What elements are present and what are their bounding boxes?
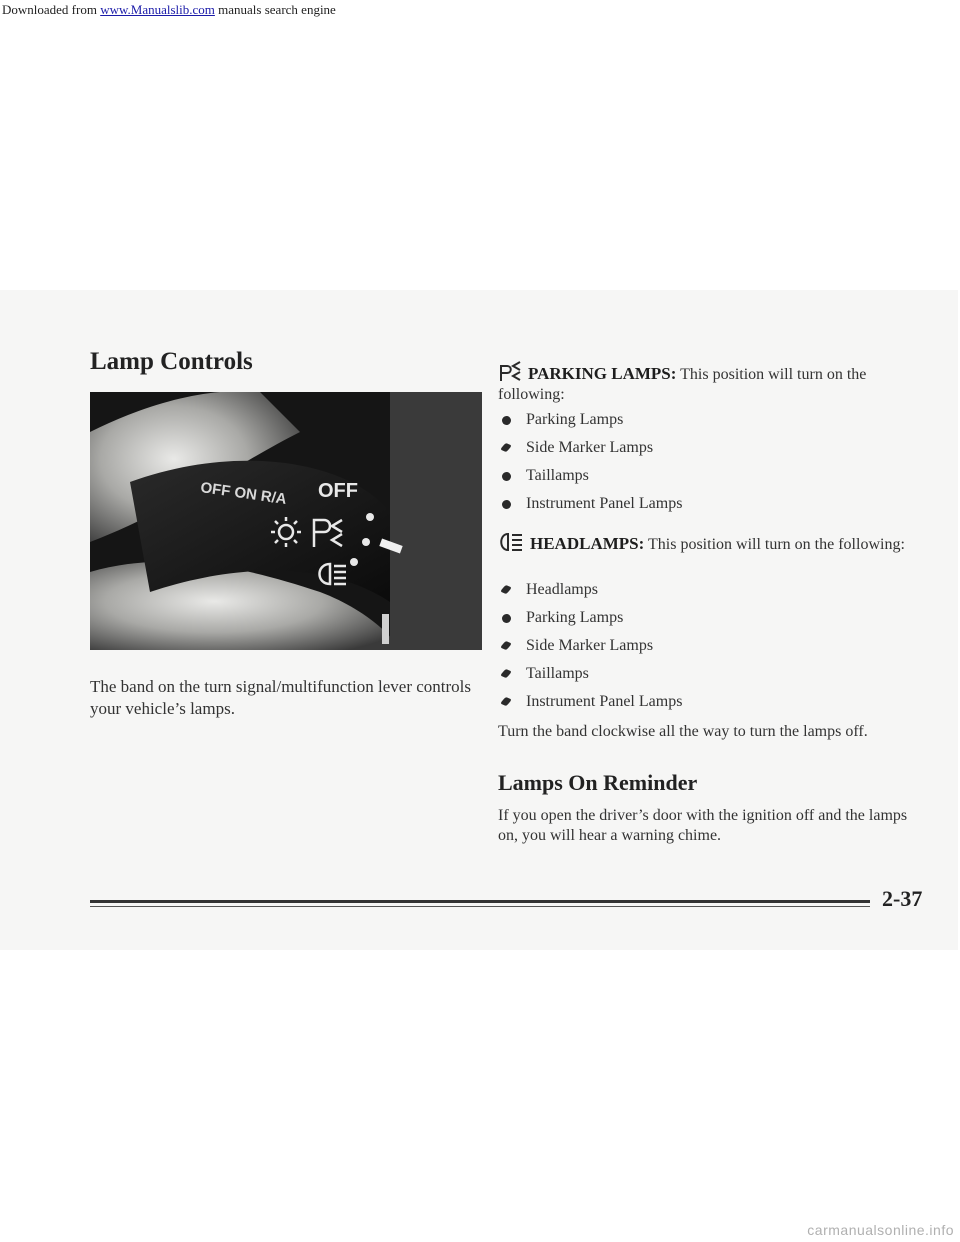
banner-prefix: Downloaded from — [2, 2, 97, 17]
parking-lamp-icon — [498, 360, 522, 382]
lever-photo — [90, 392, 482, 650]
headlamps-text: This position will turn on the following: — [648, 536, 905, 553]
off-label: OFF — [318, 480, 358, 502]
bullet-icon — [500, 641, 512, 650]
list-item-text: Taillamps — [526, 665, 589, 682]
banner-suffix: manuals search engine — [218, 2, 336, 17]
list-item — [498, 632, 682, 660]
list-item-text: Parking Lamps — [526, 411, 624, 428]
list-item — [498, 604, 682, 632]
bullet-icon — [500, 669, 512, 678]
indicator-dot-1 — [366, 513, 374, 521]
headlamps-label: HEADLAMPS: — [530, 534, 645, 553]
parking-lamps-list — [498, 406, 682, 518]
bullet-icon — [502, 614, 511, 623]
list-item — [498, 660, 682, 688]
page-number: 2-37 — [882, 886, 923, 911]
list-item-text: Side Marker Lamps — [526, 637, 654, 654]
footer-rule-thick — [90, 900, 870, 903]
list-item — [498, 576, 682, 604]
band-text: OFF ON R/A — [199, 479, 288, 509]
list-item-text: Taillamps — [526, 467, 589, 484]
list-item-text: Instrument Panel Lamps — [526, 495, 683, 512]
watermark: carmanualsonline.info — [807, 1222, 954, 1238]
reminder-paragraph: If you open the driver’s door with the ignition off and the lamps on, you will hear a warning chime. — [498, 807, 908, 844]
parking-lamps-paragraph — [498, 360, 918, 405]
manualslib-link[interactable]: www.Manualslib.com — [100, 2, 215, 17]
headlamps-list — [498, 576, 682, 716]
bullet-icon — [502, 472, 511, 481]
list-item — [498, 406, 682, 434]
download-banner — [0, 0, 960, 20]
list-item-text: Headlamps — [526, 581, 598, 598]
list-item — [498, 688, 682, 716]
lamp-controls-caption: The band on the turn signal/multifunction lever controls your vehicle’s lamps. — [90, 677, 471, 718]
bullet-icon — [500, 697, 512, 706]
list-item-text: Side Marker Lamps — [526, 439, 654, 456]
lamps-off-paragraph: Turn the band clockwise all the way to turn the lamps off. — [498, 723, 868, 740]
list-item — [498, 490, 682, 518]
parking-lamps-text: This position will turn on the following: — [498, 366, 867, 403]
bullet-icon — [500, 585, 512, 594]
indicator-dot-2 — [362, 538, 370, 546]
bullet-icon — [502, 416, 511, 425]
lamp-controls-heading: Lamp Controls — [90, 348, 253, 375]
bullet-icon — [502, 500, 511, 509]
parking-lamps-label: PARKING LAMPS: — [528, 364, 677, 383]
footer-rule-thin — [90, 906, 870, 907]
list-item-text: Parking Lamps — [526, 609, 624, 626]
indicator-dot-3 — [350, 558, 358, 566]
list-item-text: Instrument Panel Lamps — [526, 693, 683, 710]
list-item — [498, 462, 682, 490]
headlamp-icon — [498, 532, 524, 552]
lever-post — [382, 614, 389, 644]
list-item — [498, 434, 682, 462]
headlamps-paragraph — [498, 532, 918, 555]
bullet-icon — [500, 443, 512, 452]
lamps-on-reminder-heading: Lamps On Reminder — [498, 770, 698, 795]
